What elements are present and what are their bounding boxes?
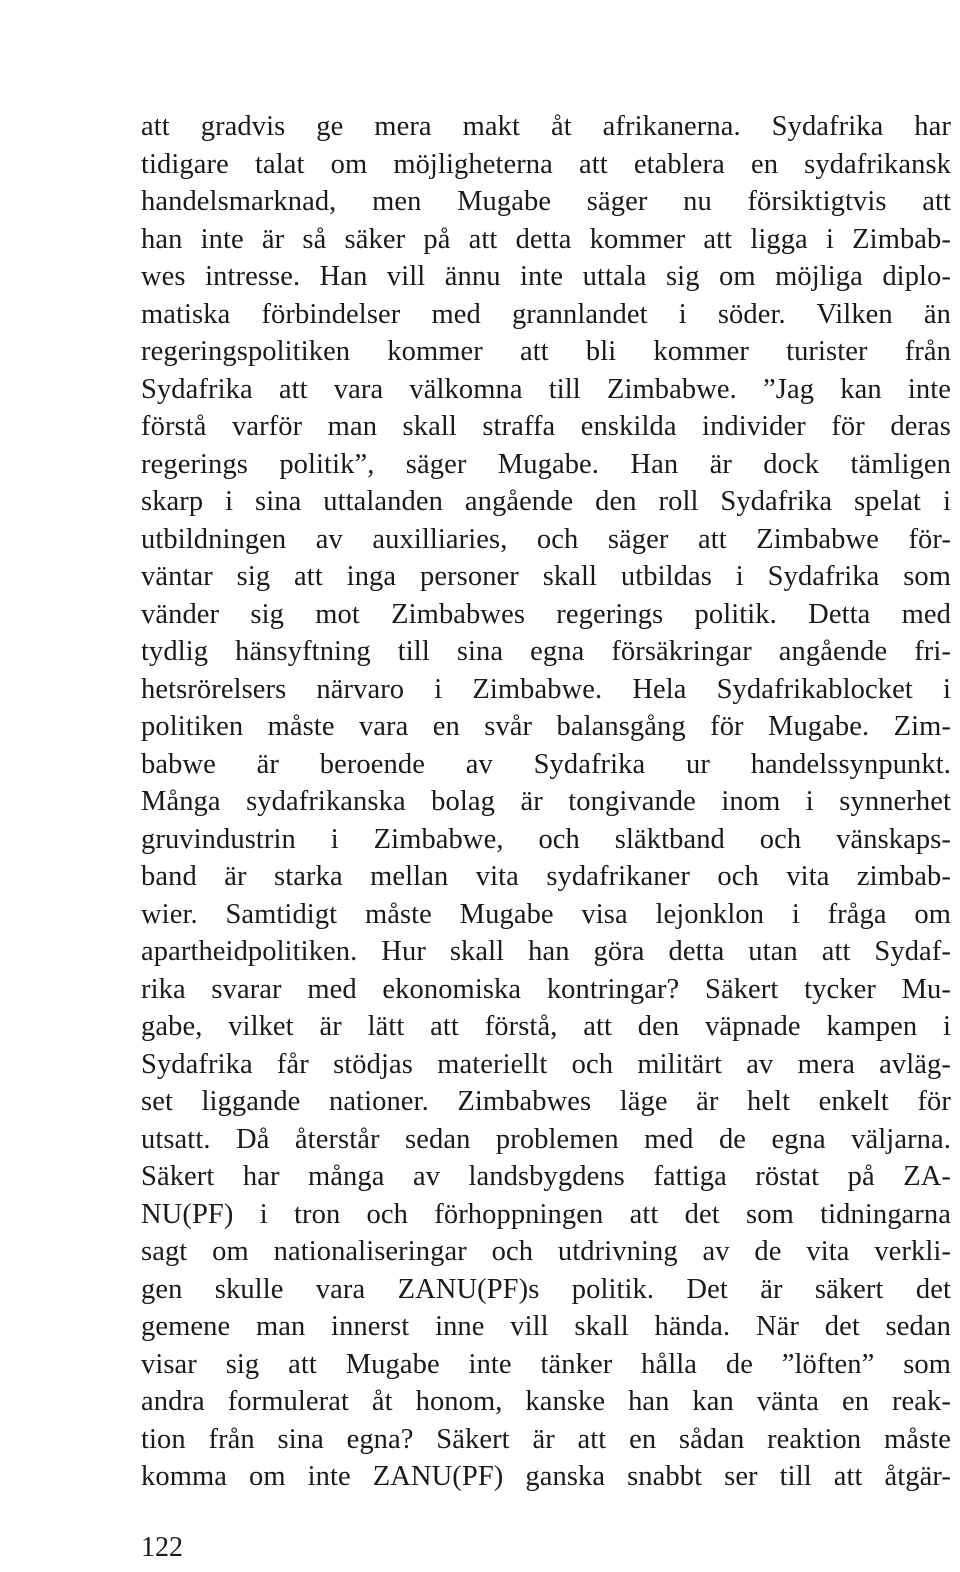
text-line: regeringspolitiken kommer att bli kommer turister från	[141, 336, 951, 367]
text-line: andra formulerat åt honom, kanske han kan vänta en reak-	[141, 1386, 951, 1417]
text-line: tion från sina egna? Säkert är att en sådan reaktion måste	[141, 1423, 951, 1455]
text-line: regerings politik”, säger Mugabe. Han är dock tämligen	[141, 448, 951, 480]
text-line: visar sig att Mugabe inte tänker hålla de ”löften” som	[141, 1348, 951, 1380]
text-line: Många sydafrikanska bolag är tongivande inom i synnerhet	[141, 786, 951, 817]
text-line: att gradvis ge mera makt åt afrikanerna. Sydafrika har	[141, 111, 951, 142]
text-line: Sydafrika får stödjas materiellt och militärt av mera avläg-	[141, 1048, 951, 1080]
text-line: handelsmarknad, men Mugabe säger nu försiktigtvis att	[141, 186, 951, 217]
text-line: tydlig hänsyftning till sina egna försäkringar angående fri-	[141, 636, 951, 667]
text-line: babwe är beroende av Sydafrika ur handelssynpunkt.	[141, 748, 951, 780]
text-line: apartheidpolitiken. Hur skall han göra detta utan att Sydaf-	[141, 936, 951, 967]
text-line: wier. Samtidigt måste Mugabe visa lejonklon i fråga om	[141, 898, 951, 930]
text-line: komma om inte ZANU(PF) ganska snabbt ser till att åtgär-	[141, 1461, 951, 1492]
text-line: förstå varför man skall straffa enskilda individer för deras	[141, 411, 951, 442]
text-line: gemene man innerst inne vill skall hända. När det sedan	[141, 1311, 951, 1342]
text-line: gruvindustrin i Zimbabwe, och släktband och vänskaps-	[141, 823, 951, 855]
body-text	[141, 108, 951, 1496]
text-line: NU(PF) i tron och förhoppningen att det som tidningarna	[141, 1198, 951, 1230]
text-line: utsatt. Då återstår sedan problemen med de egna väljarna.	[141, 1123, 951, 1155]
text-line: vänder sig mot Zimbabwes regerings politik. Detta med	[141, 598, 951, 630]
text-line: skarp i sina uttalanden angående den roll Sydafrika spelat i	[141, 486, 951, 517]
text-line: wes intresse. Han vill ännu inte uttala sig om möjliga diplo-	[141, 261, 951, 292]
text-line: band är starka mellan vita sydafrikaner och vita zimbab-	[141, 861, 951, 892]
text-line: Sydafrika att vara välkomna till Zimbabwe. ”Jag kan inte	[141, 373, 951, 405]
text-line: utbildningen av auxilliaries, och säger att Zimbabwe för-	[141, 523, 951, 555]
text-line: politiken måste vara en svår balansgång för Mugabe. Zim-	[141, 711, 951, 742]
text-line: väntar sig att inga personer skall utbildas i Sydafrika som	[141, 561, 951, 592]
text-line: sagt om nationaliseringar och utdrivning av de vita verkli-	[141, 1236, 951, 1267]
text-line: tidigare talat om möjligheterna att etablera en sydafrikansk	[141, 148, 951, 180]
text-line: gen skulle vara ZANU(PF)s politik. Det är säkert det	[141, 1273, 951, 1305]
text-line: matiska förbindelser med grannlandet i söder. Vilken än	[141, 298, 951, 330]
text-line: Säkert har många av landsbygdens fattiga röstat på ZA-	[141, 1161, 951, 1192]
text-line: rika svarar med ekonomiska kontringar? Säkert tycker Mu-	[141, 973, 951, 1005]
text-line: gabe, vilket är lätt att förstå, att den väpnade kampen i	[141, 1011, 951, 1042]
text-line: han inte är så säker på att detta kommer att ligga i Zimbab-	[141, 223, 951, 255]
page-number: 122	[141, 1532, 183, 1563]
text-line: set liggande nationer. Zimbabwes läge är helt enkelt för	[141, 1086, 951, 1117]
text-line: hetsrörelsers närvaro i Zimbabwe. Hela Sydafrikablocket i	[141, 673, 951, 705]
